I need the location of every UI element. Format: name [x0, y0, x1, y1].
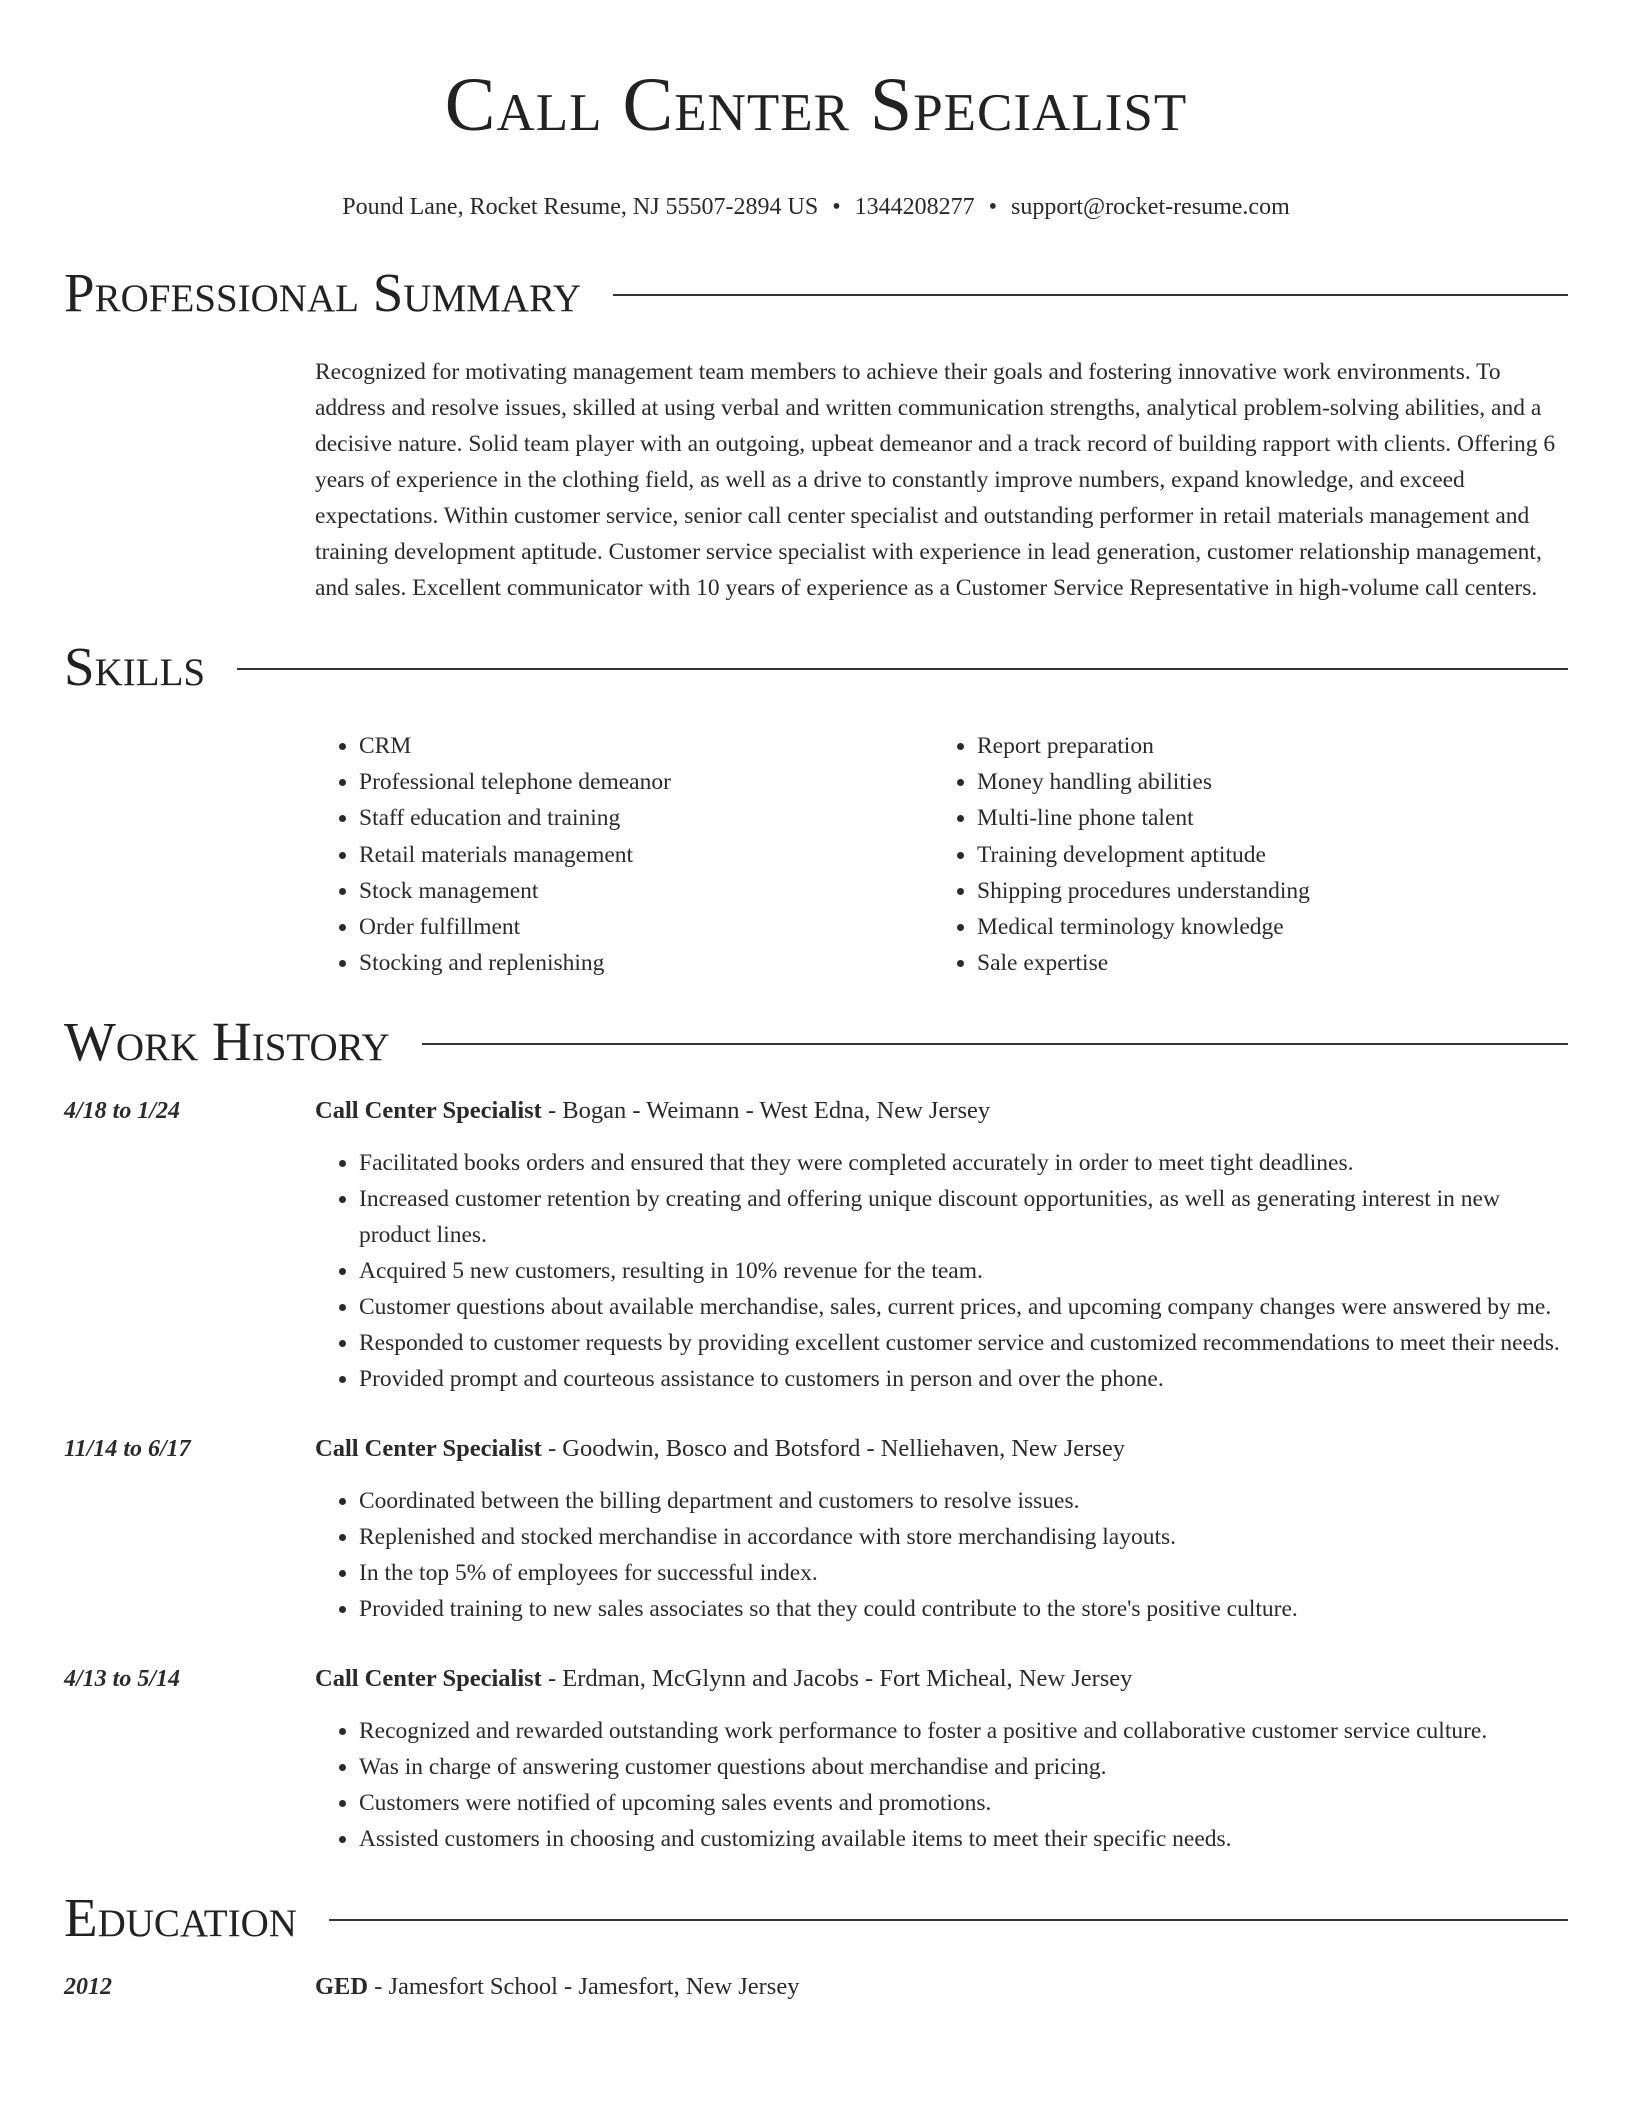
contact-email: support@rocket-resume.com: [1011, 194, 1290, 220]
job-bullet: • Customers were notified of upcoming sales events and promotions.: [359, 1785, 1568, 1821]
section-header: [64, 1883, 1568, 1953]
job-bullet: • Provided training to new sales associates so that they could contribute to the store's positive culture.: [359, 1591, 1568, 1627]
job-role: Call Center Specialist: [315, 1435, 542, 1463]
job-bullet: • Was in charge of answering customer questions about merchandise and pricing.: [359, 1749, 1568, 1785]
work-history-section: [64, 1007, 1568, 1857]
job-details: [315, 1431, 1568, 1627]
job-role: Call Center Specialist: [315, 1665, 542, 1693]
education-details: [315, 1969, 1568, 2005]
job-bullet: • Increased customer retention by creating and offering unique discount opportunities, as well as generating interest in new product lines.: [359, 1181, 1568, 1253]
skill-item: • Staff education and training: [359, 800, 933, 836]
skill-item: • CRM: [359, 728, 933, 764]
job-dates: 4/13 to 5/14: [64, 1666, 181, 1693]
skill-item: • Money handling abilities: [977, 764, 1551, 800]
education-year: 2012: [64, 1974, 112, 2001]
job-details: [315, 1093, 1568, 1397]
job-entry: [64, 1093, 1568, 1397]
job-bullet: • Customer questions about available merchandise, sales, current prices, and upcoming company changes were answered by me.: [359, 1289, 1568, 1325]
job-title-line: [315, 1093, 1568, 1129]
skill-item: • Stock management: [359, 873, 933, 909]
education-section: [64, 1883, 1568, 2005]
skill-item: • Shipping procedures understanding: [977, 873, 1551, 909]
section-divider: [329, 1919, 1568, 1921]
education-school: - Jamesfort School - Jamesfort, New Jersey: [368, 1973, 800, 2001]
section-title-summary: Professional Summary: [64, 262, 582, 323]
job-dates: 11/14 to 6/17: [64, 1436, 191, 1463]
job-bullets: [315, 1483, 1568, 1627]
job-bullet: • Replenished and stocked merchandise in accordance with store merchandising layouts.: [359, 1519, 1568, 1555]
skill-item: • Order fulfillment: [359, 909, 933, 945]
job-bullet: • Acquired 5 new customers, resulting in 10% revenue for the team.: [359, 1253, 1568, 1289]
skill-item: • Report preparation: [977, 728, 1551, 764]
education-entry: [64, 1969, 1568, 2005]
section-header: [64, 1007, 1568, 1077]
job-bullet: • In the top 5% of employees for successful index.: [359, 1555, 1568, 1591]
job-title-line: [315, 1661, 1568, 1697]
contact-separator: •: [832, 194, 841, 220]
contact-phone: 1344208277: [854, 194, 975, 220]
contact-line: [64, 192, 1568, 222]
job-bullets: [315, 1145, 1568, 1397]
job-bullet: • Recognized and rewarded outstanding work performance to foster a positive and collaborative customer service culture.: [359, 1713, 1568, 1749]
job-entry: [64, 1661, 1568, 1857]
contact-separator: •: [988, 194, 998, 220]
section-title-skills: Skills: [64, 636, 206, 697]
skill-item: • Retail materials management: [359, 837, 933, 873]
education-degree: GED: [315, 1973, 369, 2001]
candidate-name: Call Center Specialist: [444, 63, 1188, 147]
skill-item: • Stocking and replenishing: [359, 945, 933, 981]
section-title-education: Education: [64, 1887, 297, 1949]
section-header: [64, 632, 1568, 702]
job-employer: - Bogan - Weimann - West Edna, New Jersey: [541, 1097, 991, 1125]
job-bullet: • Facilitated books orders and ensured that they were completed accurately in order to meet tight deadlines.: [359, 1145, 1568, 1181]
section-title-work-history: Work History: [64, 1011, 390, 1073]
summary-section: [64, 258, 1568, 606]
skill-item: • Sale expertise: [977, 945, 1551, 981]
education-title-line: [315, 1969, 1568, 2005]
section-header: [64, 258, 1568, 328]
section-divider: [237, 668, 1568, 670]
job-employer: - Erdman, McGlynn and Jacobs - Fort Micheal, New Jersey: [541, 1665, 1133, 1693]
job-title-line: [315, 1431, 1568, 1467]
contact-address: Pound Lane, Rocket Resume, NJ 55507-2894 US: [342, 194, 819, 220]
skills-list-right: [933, 728, 1551, 981]
skills-section: [64, 632, 1568, 981]
job-role: Call Center Specialist: [315, 1097, 542, 1125]
job-entry: [64, 1431, 1568, 1627]
skill-item: • Training development aptitude: [977, 837, 1551, 873]
job-bullet: • Responded to customer requests by providing excellent customer service and customized recommendations to meet their needs.: [359, 1325, 1568, 1361]
skills-grid: [315, 728, 1568, 981]
skill-item: • Medical terminology knowledge: [977, 909, 1551, 945]
job-dates: 4/18 to 1/24: [64, 1098, 181, 1125]
job-employer: - Goodwin, Bosco and Botsford - Nelliehaven, New Jersey: [541, 1435, 1125, 1463]
section-divider: [613, 294, 1568, 296]
job-details: [315, 1661, 1568, 1857]
skill-item: • Multi-line phone talent: [977, 800, 1551, 836]
skills-list-left: [315, 728, 933, 981]
skill-item: • Professional telephone demeanor: [359, 764, 933, 800]
section-divider: [422, 1043, 1568, 1045]
summary-text: Recognized for motivating management team members to achieve their goals and fostering innovative work environments. To address and resolve issues, skilled at using verbal and written communication strengths, analytical problem-solving abilities, and a decisive nature. Solid team player with an outgoing, upbeat demeanor and a track record of building rapport with clients. Offering 6 years of experience in the clothing field, as well as a drive to constantly improve numbers, expand knowledge, and exceed expectations. Within customer service, senior call center specialist and outstanding performer in retail materials management and training development aptitude. Customer service specialist with experience in lead generation, customer relationship management, and sales. Excellent communicator with 10 years of experience as a Customer Service Representative in high-volume call centers.: [315, 359, 1556, 601]
job-bullet: • Provided prompt and courteous assistance to customers in person and over the phone.: [359, 1361, 1568, 1397]
job-bullet: • Assisted customers in choosing and customizing available items to meet their specific needs.: [359, 1821, 1568, 1857]
job-bullets: [315, 1713, 1568, 1857]
job-bullet: • Coordinated between the billing department and customers to resolve issues.: [359, 1483, 1568, 1519]
